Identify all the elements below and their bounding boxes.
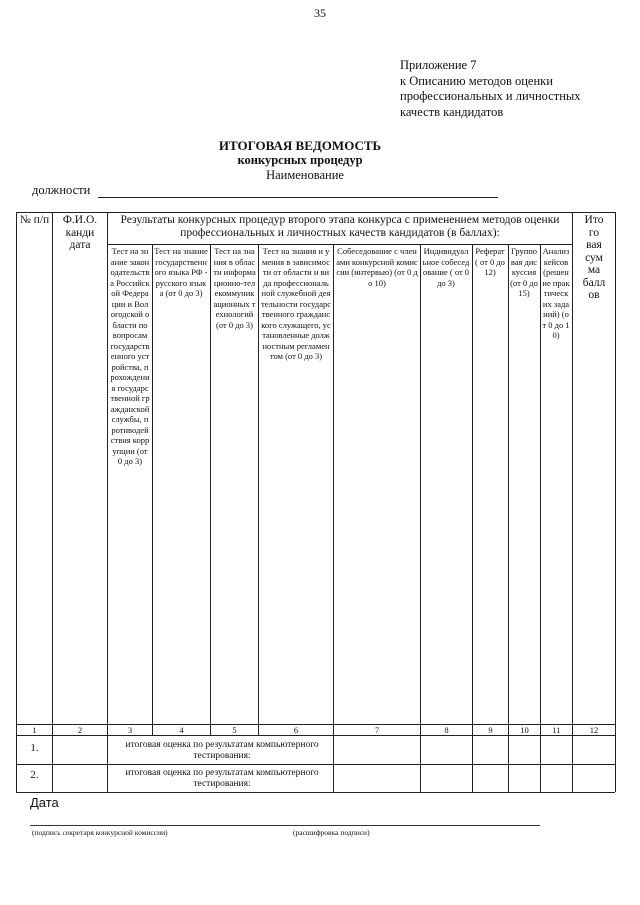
appendix-line-3: профессиональных и личностных — [400, 89, 581, 103]
header-total: Ито го вая сум ма балл ов — [582, 214, 606, 301]
col-number-5: 5 — [232, 725, 237, 735]
date-label: Дата — [30, 795, 59, 810]
col-number-1: 1 — [32, 725, 37, 735]
col-number-12: 12 — [589, 725, 599, 735]
row-2-number: 2. — [30, 769, 39, 781]
subheader-col-8: Индивидуальное собеседование ( от 0 до 3) — [422, 246, 470, 288]
col-number-11: 11 — [552, 725, 561, 735]
header-num: № п/п — [19, 214, 50, 226]
document-subtitle: конкурсных процедур — [237, 153, 363, 167]
position-label: должности — [32, 183, 91, 197]
col-number-8: 8 — [444, 725, 449, 735]
subheader-col-4: Тест на знание государственного языка РФ - русского языка (от 0 до 3) — [154, 246, 208, 298]
col-number-2: 2 — [77, 725, 83, 735]
appendix-line-1: Приложение 7 — [400, 58, 477, 72]
row-2-text: итоговая оценка по результатам компьютерного тестирования: — [125, 768, 319, 789]
col-number-6: 6 — [293, 725, 299, 735]
page-number: 35 — [314, 6, 326, 20]
signature-line — [30, 825, 540, 826]
row-1-number: 1. — [30, 742, 39, 754]
row-1-text: итоговая оценка по результатам компьютерного тестирования: — [125, 740, 319, 761]
subheader-col-9: Реферат ( от 0 до12) — [475, 246, 505, 277]
subheader-col-5: Тест на знания в области информационно-телекоммуникационных технологий (от 0 до 3) — [213, 246, 256, 330]
appendix-line-2: к Описанию методов оценки — [400, 73, 553, 88]
secretary-signature-caption: (подпись секретаря конкурсной комиссии) — [32, 828, 168, 837]
subheader-col-7: Собеседование с членами конкурсной комиссии (интервью) (от 0 до 10) — [336, 246, 418, 288]
col-number-4: 4 — [179, 725, 184, 735]
naimenovanie-label: Наименование — [266, 168, 344, 182]
signature-decoding-caption: (расшифровка подписи) — [293, 828, 370, 837]
appendix-line-4: качеств кандидатов — [400, 104, 504, 119]
subheader-col-11: Анализ кейсов (решение практических заданий) (от 0 до 10) — [542, 246, 570, 340]
header-results-group: Результаты конкурсных процедур второго этапа конкурса с применением методов оценки профессиональных и личностных качеств кандидатов (в баллах): — [120, 214, 560, 239]
subheader-col-6: Тест на знания и умения в зависимости от области и вида профессиональной служебной деятельности государственного гражданского служащего, установленные должностным регламентом (от 0 до 3) — [261, 246, 331, 361]
document-title: ИТОГОВАЯ ВЕДОМОСТЬ — [218, 138, 382, 153]
subheader-col-10: Групповая дискуссия (от 0 до 15) — [510, 246, 538, 298]
col-number-7: 7 — [374, 725, 380, 735]
col-number-3: 3 — [127, 725, 133, 735]
subheader-col-3: Тест на знание законодательства Российской Федерации и Вологодской области по вопросам государственного устройства, прохождения государственной гражданской службы, противодействия коррупции (от 0 до 3) — [110, 246, 150, 466]
col-number-10: 10 — [520, 725, 529, 735]
header-fio: Ф.И.О. канди дата — [62, 214, 98, 251]
col-number-9: 9 — [488, 725, 493, 735]
